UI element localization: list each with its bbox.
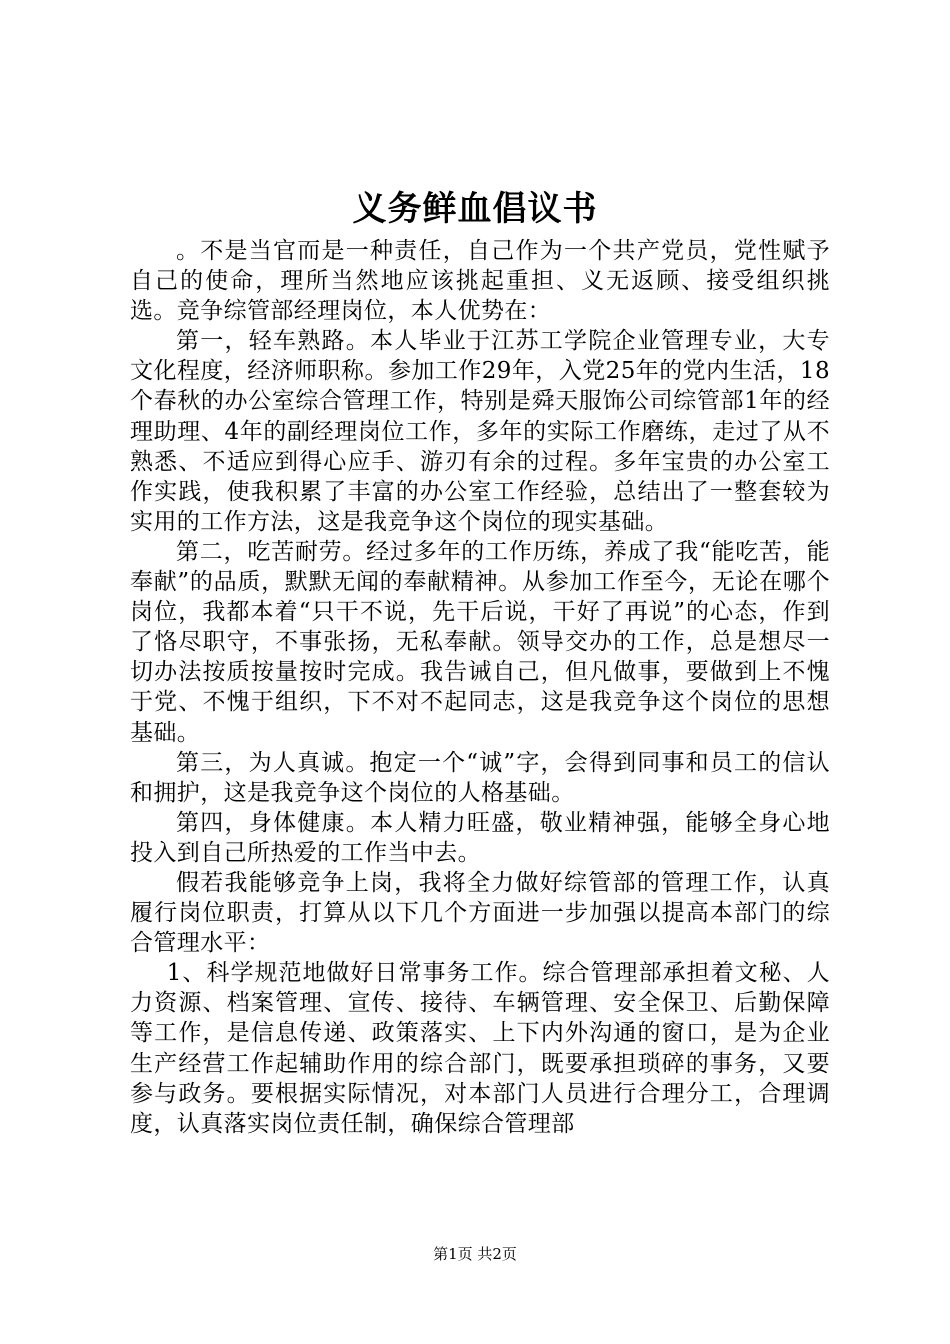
paragraph-second-advantage: 第二，吃苦耐劳。经过多年的工作历练，养成了我“能吃苦，能奉献”的品质，默默无闻的奉献精神。从参加工作至今，无论在哪个岗位，我都本着“只干不说，先干后说，干好了再说”的心态，作到了恪尽职守，不事张扬，无私奉献。领导交办的工作，总是想尽一切办法按质按量按时完成。我告诫自己，但凡做事，要做到上不愧于党、不愧于组织，下不对不起同志，这是我竞争这个岗位的思想基础。: [130, 538, 830, 746]
paragraph-first-advantage: 第一，轻车熟路。本人毕业于江苏工学院企业管理专业，大专文化程度，经济师职称。参加工作29年，入党25年的党内生活，18个春秋的办公室综合管理工作，特别是舜天服饰公司综管部1年的经理助理、4年的副经理岗位工作，多年的实际工作磨练，走过了从不熟悉、不适应到得心应手、游刃有余的过程。多年宝贵的办公室工作实践，使我积累了丰富的办公室工作经验，总结出了一整套较为实用的工作方法，这是我竞争这个岗位的现实基础。: [130, 328, 830, 535]
paragraph-intro: 。不是当官而是一种责任，自己作为一个共产党员，党性赋予自己的使命，理所当然地应该挑起重担、义无返顾、接受组织挑选。竞争综管部经理岗位，本人优势在：: [130, 238, 830, 325]
paragraph-plan-intro: 假若我能够竞争上岗，我将全力做好综管部的管理工作，认真履行岗位职责，打算从以下几个方面进一步加强以提高本部门的综合管理水平：: [130, 869, 830, 957]
paragraph-plan-item-1: 1、科学规范地做好日常事务工作。综合管理部承担着文秘、人力资源、档案管理、宣传、接待、车辆管理、安全保卫、后勤保障等工作，是信息传递、政策落实、上下内外沟通的窗口，是为企业生产经营工作起辅助作用的综合部门，既要承担琐碎的事务，又要参与政务。要根据实际情况，对本部门人员进行合理分工，合理调度，认真落实岗位责任制，确保综合管理部: [130, 960, 830, 1137]
page-title: 义务鲜血倡议书: [352, 189, 598, 229]
page-footer: 第1页 共2页: [433, 1245, 517, 1263]
paragraph-third-advantage: 第三，为人真诚。抱定一个“诚”字，会得到同事和员工的信认和拥护，这是我竞争这个岗位的人格基础。: [130, 749, 830, 806]
document-body: [130, 236, 830, 1139]
paragraph-fourth-advantage: 第四，身体健康。本人精力旺盛，敬业精神强，能够全身心地投入到自己所热爱的工作当中去。: [130, 809, 830, 866]
